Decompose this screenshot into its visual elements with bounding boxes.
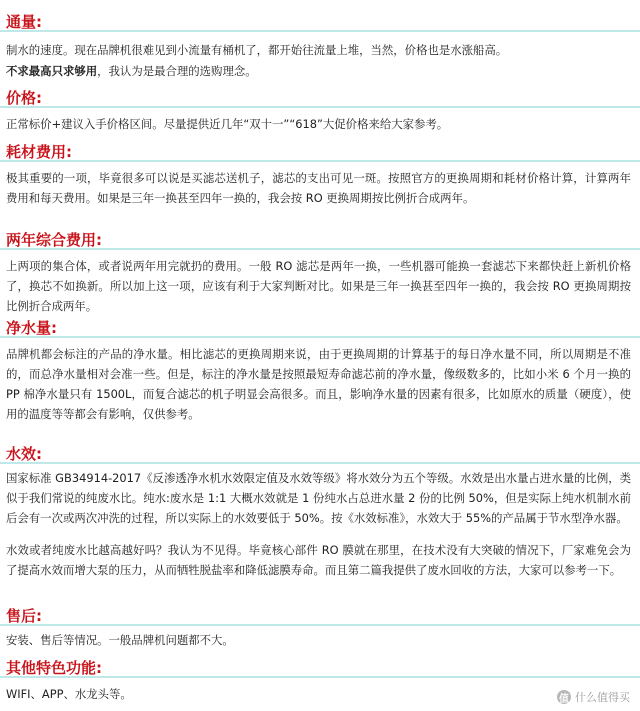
paragraph-text: 品牌机都会标注的产品的净水量。相比滤芯的更换周期来说，由于更换周期的计算基于的每日净水量不同，所以周期是不准的，而总净水量相对会准一些。但是，标注的净水量是按照最短寿命滤芯前的净水量，像级数多的，比如小米 6 个月一换的 PP 棉净水量只有 1500L，而复合滤芯的机子明显会高很多。而且，影响净水量的因素有很多，比如原水的质量（硬度），使用的温度等等都会有影响，仅供参考。 xyxy=(6,347,631,421)
brand-logo-icon: 值 xyxy=(557,690,571,704)
section-paragraph xyxy=(6,61,631,81)
site-watermark xyxy=(557,689,630,705)
paragraph-text: WIFI、APP、水龙头等。 xyxy=(6,687,132,701)
section-divider xyxy=(0,336,640,338)
paragraph-text: 国家标准 GB34914-2017《反渗透净水机水效限定值及水效等级》将水效分为五个等级。水效是出水量占进水量的比例，类似于我们常说的纯废水比。纯水:废水是 1:1 大概水效就是 1 份纯水占总进水量 2 份的比例 50%，但是实际上纯水机制水前后会有一次或两次冲洗的过程，所以实际上的水效要低于 50%。按《水效标准》，水效大于 55%的产品属于节水型净水器。 xyxy=(6,471,631,525)
paragraph-text: 极其重要的一项，毕竟很多可以说是买滤芯送机子，滤芯的支出可见一斑。按照官方的更换周期和耗材价格计算，计算两年费用和每天费用。如果是三年一换甚至四年一换的，我会按 RO 更换周期按比例折合成两年。 xyxy=(6,171,631,205)
section-paragraph xyxy=(6,540,631,580)
section-title-consumable-cost: 耗材费用: xyxy=(6,143,72,161)
bold-emphasis-text: 不求最高只求够用 xyxy=(6,64,98,78)
paragraph-text: 制水的速度。现在品牌机很难见到小流量有桶机了，都开始往流量上堆，当然，价格也是水涨船高。 xyxy=(6,43,508,57)
paragraph-text: ，我认为是最合理的选购理念。 xyxy=(97,64,257,78)
section-paragraph xyxy=(6,344,631,424)
section-paragraph xyxy=(6,256,631,316)
section-title-price: 价格: xyxy=(6,89,42,107)
section-divider xyxy=(0,624,640,626)
section-divider xyxy=(0,106,640,108)
section-title-after-sales: 售后: xyxy=(6,607,42,625)
section-title-two-year-cost: 两年综合费用: xyxy=(6,231,102,249)
section-divider xyxy=(0,462,640,464)
watermark-text: 什么值得买 xyxy=(575,691,630,704)
paragraph-text: 安装、售后等情况。一般品牌机问题都不大。 xyxy=(6,633,234,647)
section-paragraph xyxy=(6,114,631,134)
section-title-purified-volume: 净水量: xyxy=(6,319,57,337)
section-title-flow-rate: 通量: xyxy=(6,13,42,31)
paragraph-text: 水效或者纯废水比越高越好吗？我认为不见得。毕竟核心部件 RO 膜就在那里，在技术没有大突破的情况下，厂家难免会为了提高水效而增大泵的压力，从而牺牲脱盐率和降低滤膜寿命。而且第二篇我提供了废水回收的方法，大家可以参考一下。 xyxy=(6,543,631,577)
section-paragraph xyxy=(6,40,631,60)
section-title-water-efficiency: 水效: xyxy=(6,445,42,463)
paragraph-text: 正常标价+建议入手价格区间。尽量提供近几年“双十一”“618”大促价格来给大家参考。 xyxy=(6,117,449,131)
section-paragraph xyxy=(6,168,631,208)
section-title-other-features: 其他特色功能: xyxy=(6,659,102,677)
section-paragraph xyxy=(6,630,631,650)
section-paragraph xyxy=(6,468,631,528)
section-divider xyxy=(0,30,640,32)
paragraph-text: 上两项的集合体，或者说两年用完就扔的费用。一般 RO 滤芯是两年一换，一些机器可能换一套滤芯下来都快赶上新机价格了，换芯不如换新。所以加上这一项，应该有利于大家判断对比。如果是三年一换甚至四年一换的，我会按 RO 更换周期按比例折合成两年。 xyxy=(6,259,631,313)
section-divider xyxy=(0,160,640,162)
section-paragraph xyxy=(6,684,631,704)
